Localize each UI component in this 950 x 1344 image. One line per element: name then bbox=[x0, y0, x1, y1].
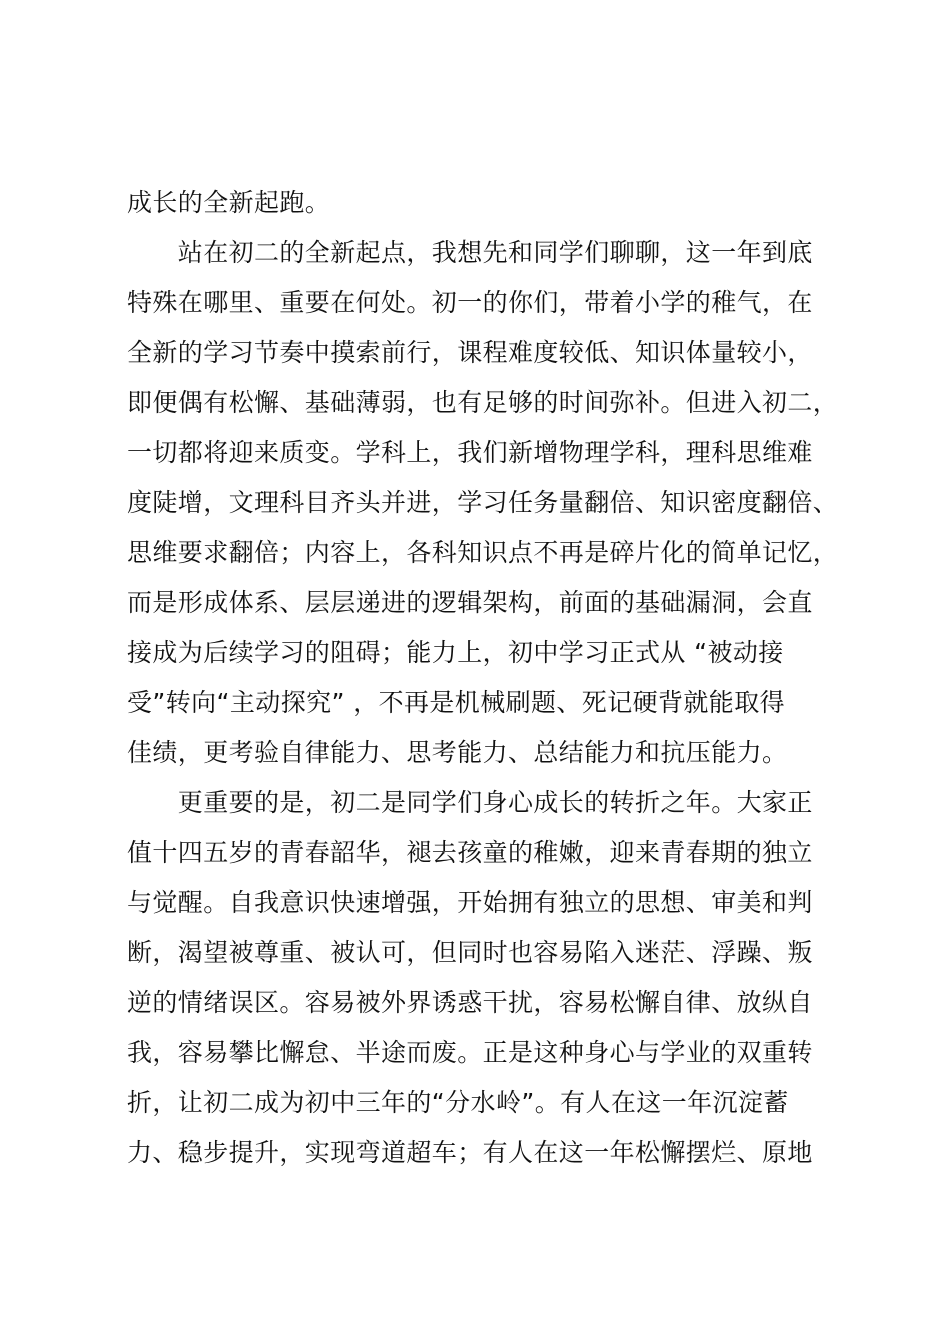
text-line: 值十四五岁的青春韶华，褪去孩童的稚嫩，迎来青春期的独立 bbox=[127, 838, 813, 867]
text-line: 受”转向“主动探究” ，不再是机械刷题、死记硬背就能取得 bbox=[127, 688, 786, 717]
text-line: 而是形成体系、层层递进的逻辑架构，前面的基础漏洞，会直 bbox=[127, 588, 813, 617]
text-line: 成长的全新起跑。 bbox=[127, 188, 331, 217]
text-line: 逆的情绪误区。容易被外界诱惑干扰，容易松懈自律、放纵自 bbox=[127, 988, 813, 1017]
text-line: 接成为后续学习的阻碍；能力上，初中学习正式从 “被动接 bbox=[127, 638, 784, 667]
text-line: 断，渴望被尊重、被认可，但同时也容易陷入迷茫、浮躁、叛 bbox=[127, 938, 813, 967]
text-line: 力、稳步提升，实现弯道超车；有人在这一年松懈摆烂、原地 bbox=[127, 1138, 813, 1167]
text-line: 度陡增，文理科目齐头并进，学习任务量翻倍、知识密度翻倍、 bbox=[127, 488, 839, 517]
text-line: 佳绩，更考验自律能力、思考能力、总结能力和抗压能力。 bbox=[127, 738, 788, 767]
text-line: 与觉醒。自我意识快速增强，开始拥有独立的思想、审美和判 bbox=[127, 888, 813, 917]
text-line: 一切都将迎来质变。学科上，我们新增物理学科，理科思维难 bbox=[127, 438, 813, 467]
text-line: 即便偶有松懈、基础薄弱，也有足够的时间弥补。但进入初二， bbox=[127, 388, 839, 417]
text-line: 站在初二的全新起点，我想先和同学们聊聊，这一年到底 bbox=[127, 238, 813, 267]
text-line: 全新的学习节奏中摸索前行，课程难度较低、知识体量较小， bbox=[127, 338, 813, 367]
text-line: 思维要求翻倍；内容上，各科知识点不再是碎片化的简单记忆， bbox=[127, 538, 839, 567]
text-line: 折，让初二成为初中三年的“分水岭”。有人在这一年沉淀蓄 bbox=[127, 1088, 789, 1117]
text-line: 更重要的是，初二是同学们身心成长的转折之年。大家正 bbox=[127, 788, 813, 817]
text-line: 特殊在哪里、重要在何处。初一的你们，带着小学的稚气，在 bbox=[127, 288, 813, 317]
text-line: 我，容易攀比懈怠、半途而废。正是这种身心与学业的双重转 bbox=[127, 1038, 813, 1067]
body-text bbox=[127, 178, 859, 1178]
